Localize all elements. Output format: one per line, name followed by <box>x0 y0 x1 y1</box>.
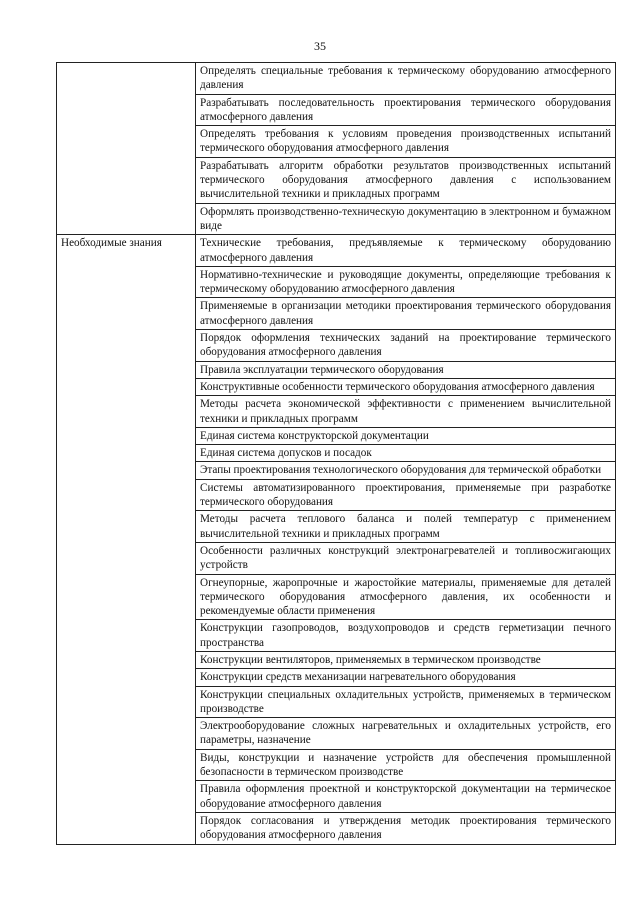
knowledge-cell: Огнеупорные, жаропрочные и жаростойкие материалы, применяемые для деталей термического оборудования атмосферного давления, их особенности и рекомендуемые области применения <box>196 574 616 620</box>
knowledge-cell: Единая система конструкторской документации <box>196 427 616 444</box>
knowledge-cell: Системы автоматизированного проектирования, применяемые при разработке термического оборудования <box>196 479 616 511</box>
knowledge-cell: Конструктивные особенности термического оборудования атмосферного давления <box>196 378 616 395</box>
knowledge-cell: Порядок согласования и утверждения методик проектирования термического оборудования атмосферного давления <box>196 812 616 844</box>
knowledge-cell: Применяемые в организации методики проектирования термического оборудования атмосферного давления <box>196 298 616 330</box>
knowledge-cell: Методы расчета экономической эффективности с применением вычислительной техники и прикладных программ <box>196 396 616 428</box>
knowledge-cell: Особенности различных конструкций электронагревателей и топливосжигающих устройств <box>196 542 616 574</box>
knowledge-cell: Правила эксплуатации термического оборудования <box>196 361 616 378</box>
knowledge-cell: Порядок оформления технических заданий на проектирование термического оборудования атмосферного давления <box>196 330 616 362</box>
knowledge-cell: Виды, конструкции и назначение устройств для обеспечения промышленной безопасности в термическом производстве <box>196 749 616 781</box>
skill-cell: Разрабатывать алгоритм обработки результатов производственных испытаний термического оборудования атмосферного давления с использованием вычислительной техники и прикладных программ <box>196 157 616 203</box>
skill-cell: Определять требования к условиям проведения производственных испытаний термического оборудования атмосферного давления <box>196 126 616 158</box>
knowledge-label: Необходимые знания <box>57 235 196 844</box>
knowledge-cell: Единая система допусков и посадок <box>196 445 616 462</box>
knowledge-cell: Конструкции вентиляторов, применяемых в термическом производстве <box>196 651 616 668</box>
knowledge-cell: Электрооборудование сложных нагревательных и охладительных устройств, его параметры, назначение <box>196 718 616 750</box>
knowledge-cell: Конструкции газопроводов, воздухопроводов и средств герметизации печного пространства <box>196 620 616 652</box>
knowledge-cell: Конструкции специальных охладительных устройств, применяемых в термическом производстве <box>196 686 616 718</box>
knowledge-cell: Правила оформления проектной и конструкторской документации на термическое оборудование атмосферного давления <box>196 781 616 813</box>
skill-cell: Оформлять производственно-техническую документацию в электронном и бумажном виде <box>196 203 616 235</box>
table-row <box>57 235 616 267</box>
skill-cell: Определять специальные требования к термическому оборудованию атмосферного давления <box>196 63 616 95</box>
knowledge-cell: Методы расчета теплового баланса и полей температур с применением вычислительной техники и прикладных программ <box>196 511 616 543</box>
knowledge-cell: Нормативно-технические и руководящие документы, определяющие требования к термическому оборудованию атмосферного давления <box>196 266 616 298</box>
competency-table <box>56 62 616 845</box>
knowledge-cell: Этапы проектирования технологического оборудования для термической обработки <box>196 462 616 479</box>
empty-label-cell <box>57 63 196 235</box>
knowledge-cell: Конструкции средств механизации нагревательного оборудования <box>196 669 616 686</box>
skill-cell: Разрабатывать последовательность проектирования термического оборудования атмосферного давления <box>196 94 616 126</box>
page-number: 35 <box>314 39 326 53</box>
table-row <box>57 63 616 95</box>
knowledge-cell: Технические требования, предъявляемые к термическому оборудованию атмосферного давления <box>196 235 616 267</box>
